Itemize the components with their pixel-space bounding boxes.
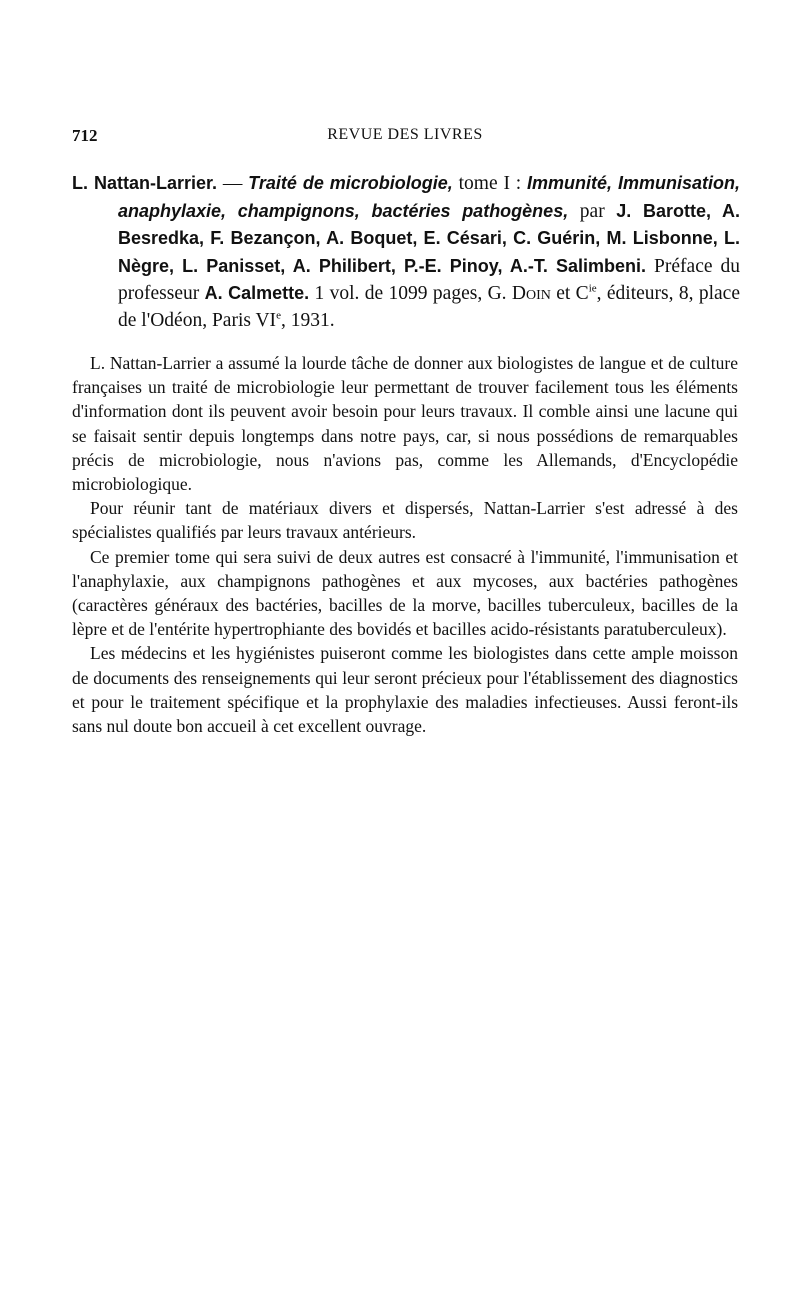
book-citation [72,170,741,334]
citation-arrondissement-sup: e [276,309,281,321]
citation-details: 1 vol. de 1099 pages, G. [309,283,512,304]
citation-publisher-et: et C [550,283,589,304]
review-body [72,351,738,738]
review-paragraph: Pour réunir tant de matériaux divers et dispersés, Nattan-Larrier s'est adressé à des spécialistes qualifiés par leurs travaux antérieurs. [72,498,738,543]
citation-by: par [568,200,617,222]
review-paragraph: L. Nattan-Larrier a assumé la lourde tâche de donner aux biologistes de langue et de culture françaises un traité de microbiologie leur permettant de trouver facilement tous les éléments d'information dont ils peuvent avoir besoin pour leurs travaux. Il comble ainsi une lacune qui se faisait sentir depuis longtemps dans notre pays, car, si nous possédions de remarquables précis de microbiologie, nous n'avions pas, comme les Allemands, d'Encyclopédie microbiologique. [72,353,738,495]
citation-publisher-name: Doin [511,283,551,304]
page-number: 712 [72,126,98,145]
citation-year: , 1931. [280,309,335,331]
citation-title: Traité de microbiologie, [248,173,453,193]
citation-preface-text: Préface du professeur [118,255,740,304]
review-paragraph: Ce premier tome qui sera suivi de deux autres est consacré à l'immunité, l'immunisation et l'anaphylaxie, aux champignons pathogènes et aux mycoses, aux bactéries pathogènes (caractères généraux des bactéries, bacilles de la morve, bacilles tuberculeux, bacilles de la lèpre et de l'entérite hypertrophiante des bovidés et bacilles acido-résistants paratuberculeux). [72,546,738,640]
citation-contributors: J. Barotte, A. Besredka, F. Bezançon, A. Boquet, E. Césari, C. Guérin, M. Lisbonne, L. Nègre, L. Panisset, A. Philibert, P.-E. Pinoy, A.-T. Salimbeni. [118,200,741,276]
running-title: REVUE DES LIVRES [327,126,483,143]
citation-dash: — [217,173,249,194]
citation-subject: Immunité, Immunisation, anaphylaxie, champignons, bactéries pathogènes, [118,173,741,221]
citation-publisher-sup: ie [588,282,597,295]
citation-preface-author: A. Calmette. [204,283,310,303]
page-header [72,126,738,150]
citation-publisher-rest: , éditeurs, 8, place de l'Odéon, Paris VI [118,283,740,331]
citation-volume: tome I : [452,173,528,194]
citation-author: L. Nattan-Larrier. [72,173,217,193]
review-paragraph: Les médecins et les hygiénistes puiseront comme les biologistes dans cette ample moisson de documents des renseignements qui leur seront précieux pour l'établissement des diagnostics et pour le traitement spécifique et la prophylaxie des maladies infectieuses. Aussi feront-ils sans nul doute bon accueil à cet excellent ouvrage. [72,643,738,737]
